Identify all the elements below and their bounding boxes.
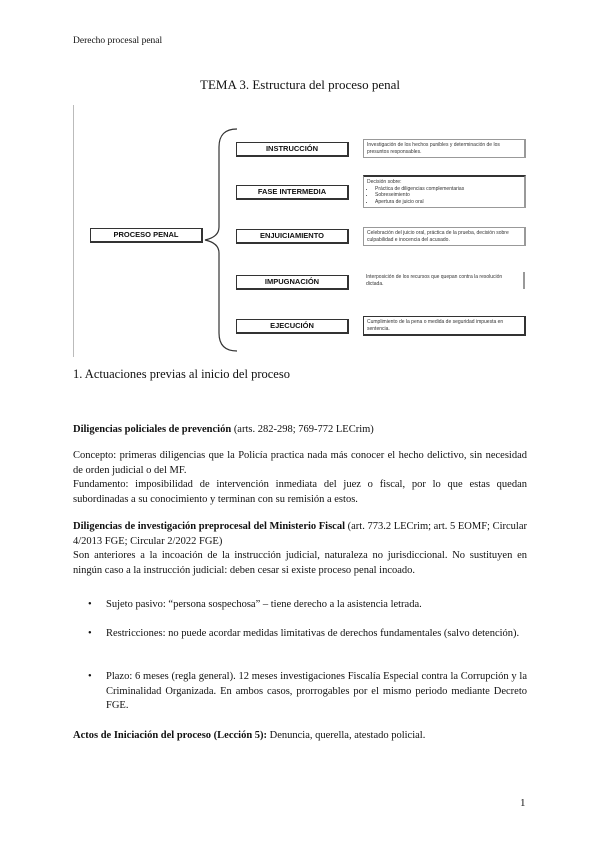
desc-fase-intermedia [363,175,526,208]
bold-heading: Diligencias policiales de prevención [73,424,232,435]
desc-intro: Decisión sobre: [367,179,402,185]
desc-item: • Sobreseimiento [375,192,521,199]
desc-ejecucion: Cumplimiento de la pena o medida de seguridad impuesta en sentencia. [363,316,526,336]
phase-ejecucion: EJECUCIÓN [236,319,349,334]
desc-enjuiciamiento: Celebración del juicio oral, práctica de la prueba, decisión sobre culpabilidad e inocencia del acusado. [363,227,526,246]
desc-impugnacion: Interposición de los recursos que quepan contra la resolución dictada. [363,272,525,289]
bullet-text: Plazo: 6 meses (regla general). 12 meses investigaciones Fiscalía Especial contra la Corrupción y la Criminalidad Organizada. En ambos casos, prorrogables por el mismo periodo mediante Decreto FGE. [106,671,527,711]
desc-instruccion: Investigación de los hechos punibles y determinación de los presuntos responsables. [363,139,526,158]
phase-impugnacion: IMPUGNACIÓN [236,275,349,290]
paragraph-actos-iniciacion [73,729,527,744]
bullet-text: Sujeto pasivo: “persona sospechosa” – tiene derecho a la asistencia letrada. [106,599,422,610]
bullet-item: • Sujeto pasivo: “persona sospechosa” – tiene derecho a la asistencia letrada. [92,598,527,613]
bullet-item: • Restricciones: no puede acordar medidas limitativas de derechos fundamentales (salvo detención). [92,627,527,642]
section-heading: 1. Actuaciones previas al inicio del proceso [73,367,290,381]
paragraph-fundamento: Fundamento: imposibilidad de intervención inmediata del juez o fiscal, por lo que estas quedan subordinadas a su conocimiento y terminan con su remisión a estos. [73,479,527,505]
bold-heading: Actos de Iniciación del proceso (Lección 5): [73,730,268,741]
diagram-border [73,105,74,357]
paragraph-naturaleza: Son anteriores a la incoación de la instrucción judicial, naturaleza no jurisdiccional. No sustituyen en ningún caso a la instrucción judicial: deben cesar si existe proceso penal incoado. [73,550,527,576]
process-diagram [73,105,528,357]
brace-connector [203,127,239,353]
citation: (art. 773.2 LECrim; art. 5 EOMF; Circular 4/2013 FGE; Circular 2/2022 FGE) [73,521,527,547]
root-box: PROCESO PENAL [90,228,203,243]
desc-item: • Práctica de diligencias complementarias [375,186,521,193]
phase-fase-intermedia: FASE INTERMEDIA [236,185,349,200]
bullet-text: Restricciones: no puede acordar medidas limitativas de derechos fundamentales (salvo detención). [106,628,520,639]
desc-item: • Apertura de juicio oral [375,199,521,206]
bullet-item: • Plazo: 6 meses (regla general). 12 meses investigaciones Fiscalía Especial contra la Corrupción y la Criminalidad Organizada. En ambos casos, prorrogables por el mismo periodo mediante Decreto FGE. [92,670,527,714]
paragraph-concepto: Concepto: primeras diligencias que la Policía practica nada más conocer el hecho delictivo, sin necesidad de orden judicial o del MF. [73,450,527,476]
body-text: Denuncia, querella, atestado policial. [267,730,426,741]
paragraph-diligencias-policiales [73,423,527,438]
phase-enjuiciamiento: ENJUICIAMIENTO [236,229,349,244]
phase-instruccion: INSTRUCCIÓN [236,142,349,157]
citation: (arts. 282-298; 769-772 LECrim) [231,424,374,435]
page-title: TEMA 3. Estructura del proceso penal [200,77,400,92]
paragraph-diligencias-fiscal [73,520,527,549]
bold-heading: Diligencias de investigación preprocesal del Ministerio Fiscal [73,521,346,532]
running-header: Derecho procesal penal [73,36,163,46]
page-number: 1 [520,797,526,809]
